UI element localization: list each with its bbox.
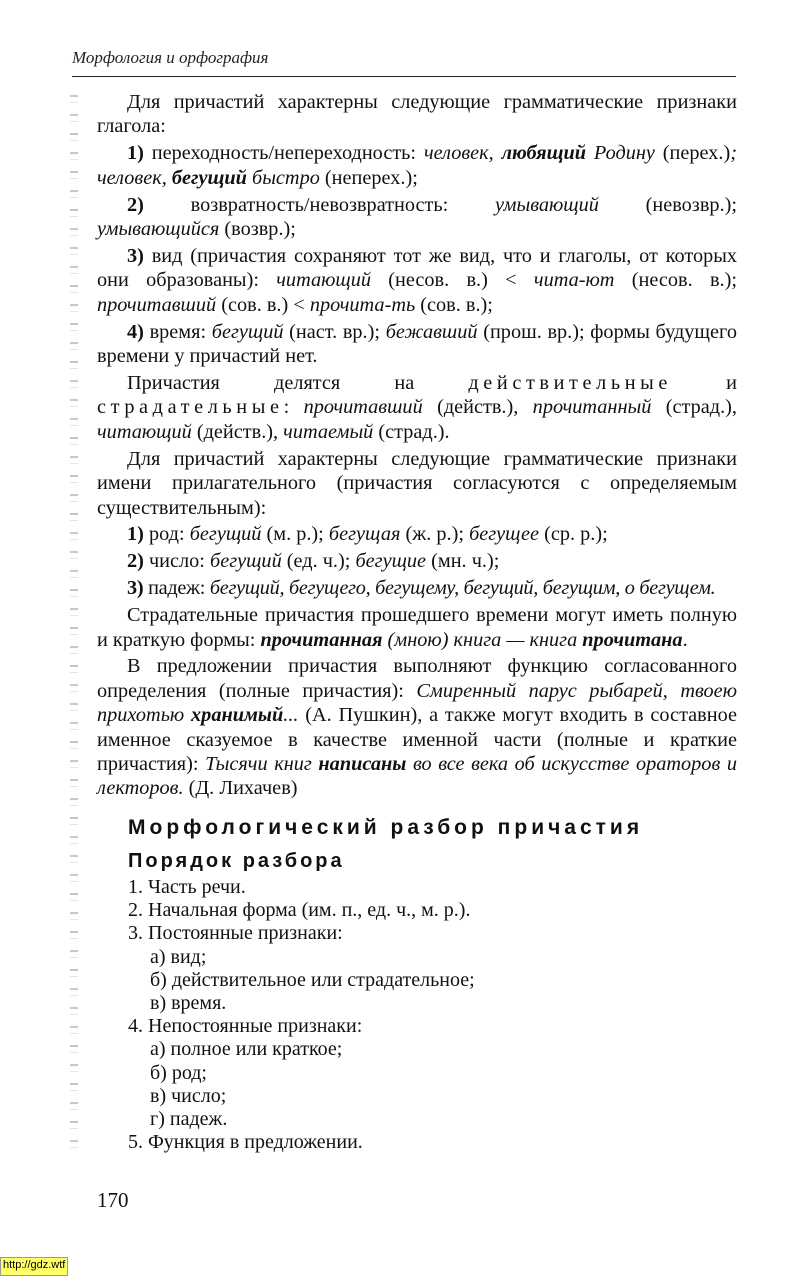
paragraph-syntactic-function: В предложении причастия выполняют функцию согласованного определения (полные причастия): Смиренный парус рыбарей, твоею прихотью хранимый... (А. Пушкин), а также могут входить в составное именное сказуемое в качестве именной части (полные и краткие причастия): Тысячи книг написаны во все века об искусстве ораторов и лекторов. (Д. Лихачев)	[97, 655, 737, 800]
watermark-link[interactable]: http://gdz.wtf	[0, 1257, 68, 1276]
header-rule	[72, 76, 736, 77]
step-subitem: б) действительное или страдательное;	[150, 968, 475, 991]
main-text	[97, 90, 737, 803]
paragraph-verb-features: Для причастий характерны следующие грамматические признаки глагола:	[97, 91, 737, 138]
step-subitem: а) полное или краткое;	[150, 1038, 343, 1061]
scan-gutter-marks	[70, 95, 78, 1155]
section-subtitle: Порядок разбора	[128, 850, 345, 872]
step-item: 4. Непостоянные признаки:	[128, 1015, 363, 1038]
section-title: Морфологический разбор причастия	[128, 816, 644, 839]
list-item-number: 2) число: бегущий (ед. ч.); бегущие (мн. ч.);	[127, 550, 500, 573]
list-item-reflexivity: 2) возвратность/невозвратность: умывающий (невозвр.); умывающийся (возвр.);	[97, 193, 737, 241]
list-item-transitivity: 1) переходность/непереходность: человек, любящий Родину (перех.); человек, бегущий быстро (неперех.);	[97, 142, 737, 189]
page-number: 170	[97, 1188, 129, 1212]
step-subitem: г) падеж.	[150, 1108, 228, 1131]
step-subitem: в) число;	[150, 1084, 227, 1107]
running-title: Морфология и орфография	[72, 48, 269, 67]
list-item-aspect: 3) вид (причастия сохраняют тот же вид, что и глаголы, от которых они образованы): читающий (несов. в.) < чита-ют (несов. в.); прочитавший (сов. в.) < прочита-ть (сов. в.);	[97, 244, 737, 316]
list-item-gender: 1) род: бегущий (м. р.); бегущая (ж. р.); бегущее (ср. р.);	[127, 523, 608, 546]
paragraph-passive-forms: Страдательные причастия прошедшего времени могут иметь полную и краткую формы: прочитанная (мною) книга — книга прочитана.	[97, 604, 737, 651]
step-item: 2. Начальная форма (им. п., ед. ч., м. р.).	[128, 899, 471, 922]
parsing-section	[128, 812, 748, 1154]
step-item: 3. Постоянные признаки:	[128, 922, 343, 945]
parsing-steps	[128, 876, 748, 1154]
step-item: 1. Часть речи.	[128, 876, 246, 898]
step-subitem: б) род;	[150, 1061, 207, 1084]
paragraph-participle-types: Причастия делятся на действительные и страдательные: прочитавший (действ.), прочитанный (страд.), читающий (действ.), читаемый (страд.).	[97, 371, 737, 443]
step-subitem: а) вид;	[150, 945, 207, 968]
step-item: 5. Функция в предложении.	[128, 1131, 363, 1154]
list-item-tense: 4) время: бегущий (наст. вр.); бежавший (прош. вр.); формы будущего времени у причастий нет.	[97, 320, 737, 368]
step-subitem: в) время.	[150, 992, 227, 1015]
paragraph-adjective-features: Для причастий характерны следующие грамматические признаки имени прилагательного (причастия согласуются с определяемым существительным):	[97, 447, 737, 519]
list-item-case: 3) падеж: бегущий, бегущего, бегущему, бегущий, бегущим, о бегущем.	[127, 577, 716, 600]
